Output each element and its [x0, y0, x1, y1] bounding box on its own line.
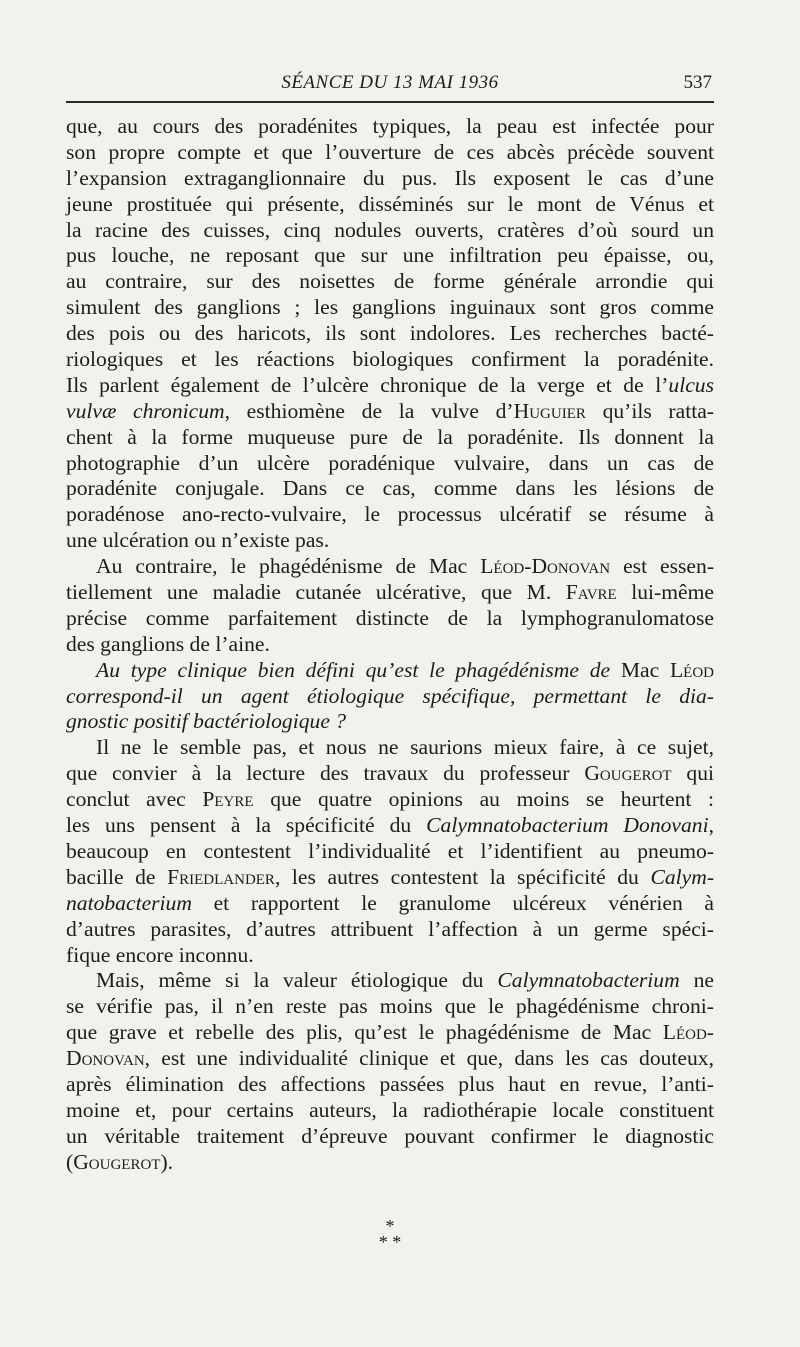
text-run: au contraire, sur des noisettes de forme générale arrondie qui [66, 269, 714, 294]
page-number: 537 [683, 72, 712, 93]
text-run: des ganglions de l’aine. [66, 631, 270, 656]
name-smallcaps: Léod [669, 657, 715, 682]
text-run: la racine des cuisses, cinq nodules ouverts, cratères d’où sourd un [66, 217, 714, 242]
text-run: ). [160, 1149, 174, 1174]
text-run: qu’ils ratta- [585, 398, 714, 423]
paragraph-p4 [66, 735, 714, 968]
text-line [66, 580, 714, 606]
ornament-star-top: * [385, 1216, 395, 1236]
text-run: , les autres contestent la spécificité du [274, 864, 651, 889]
text-line [66, 865, 714, 891]
text-run: simulent des ganglions ; les ganglions inguinaux sont gros comme [66, 295, 714, 320]
text-line [66, 1020, 714, 1046]
text-run: fique encore inconnu. [66, 942, 254, 967]
text-line [66, 994, 714, 1020]
text-run: chent à la forme muqueuse pure de la poradénite. Ils donnent la [66, 424, 714, 449]
text-line [66, 114, 714, 140]
name-smallcaps: Gougerot [73, 1149, 161, 1174]
paragraph-p1 [66, 114, 714, 554]
text-run: après élimination des affections passées plus haut en revue, l’anti- [66, 1071, 714, 1096]
text-run: que grave et rebelle des plis, qu’est le phagédénisme de Mac [66, 1020, 663, 1045]
text-line [66, 709, 714, 735]
text-run: ( [66, 1149, 74, 1174]
text-run: un véritable traitement d’épreuve pouvant confirmer le diagnostic [66, 1123, 714, 1148]
text-italic: correspond-il un agent étiologique spécifique, permettant le dia- [66, 683, 714, 708]
text-line [66, 1150, 714, 1176]
text-line [66, 425, 714, 451]
text-run: Mais, même si la valeur étiologique du [96, 968, 498, 993]
text-run: se vérifie pas, il n’en reste pas moins que le phagédénisme chroni- [66, 994, 714, 1019]
name-smallcaps: Peyre [202, 787, 254, 812]
text-run: pus louche, ne reposant que sur une infiltration peu épaisse, ou, [66, 243, 714, 268]
text-italic: vulvæ chronicum [66, 398, 225, 423]
text-line [66, 813, 714, 839]
text-run: des pois ou des haricots, ils sont indolores. Les recherches bacté- [66, 321, 714, 346]
text-line [66, 554, 714, 580]
text-line [66, 295, 714, 321]
text-run: Ils parlent également de l’ulcère chronique de la verge et de l’ [66, 372, 669, 397]
text-run: jeune prostituée qui présente, disséminés sur le mont de Vénus et [66, 191, 714, 216]
text-line [66, 218, 714, 244]
text-italic: gnostic positif bactériologique ? [66, 709, 347, 734]
text-run: , est une individualité clinique et que, dans les cas douteux, [144, 1046, 714, 1071]
name-smallcaps: Gougerot [584, 761, 672, 786]
text-run: que quatre opinions au moins se heurtent : [253, 787, 715, 812]
text-run: poradénose ano-recto-vulvaire, le processus ulcératif se résume à [66, 502, 714, 527]
name-smallcaps: Huguier [513, 398, 586, 423]
text-run: , [708, 813, 714, 838]
header-title: SÉANCE DU 13 MAI 1936 [281, 72, 499, 93]
text-run: Au contraire, le phagédénisme de Mac [96, 554, 481, 579]
body-text [66, 114, 714, 1176]
name-smallcaps: Léod-Donovan [480, 554, 611, 579]
text-line [66, 1072, 714, 1098]
text-run: et rapportent le granulome ulcéreux vénérien à [191, 890, 714, 915]
text-run: photographie d’un ulcère poradénique vulvaire, dans un cas de [66, 450, 714, 475]
text-run: ne [679, 968, 714, 993]
text-italic: Calym- [650, 864, 715, 889]
text-line [66, 321, 714, 347]
text-run: qui [671, 761, 714, 786]
text-line [66, 1098, 714, 1124]
paragraph-p2 [66, 554, 714, 658]
text-line [66, 632, 714, 658]
text-run: Mac [610, 657, 670, 682]
text-line [66, 192, 714, 218]
text-line [66, 502, 714, 528]
text-line [66, 243, 714, 269]
text-line [66, 658, 714, 684]
text-italic: ulcus [668, 372, 714, 397]
text-run: bacille de [66, 864, 168, 889]
text-run: l’expansion extraganglionnaire du pus. Ils exposent le cas d’une [66, 165, 714, 190]
text-run: que, au cours des poradénites typiques, la peau est infectée pour [66, 114, 714, 138]
text-line [66, 476, 714, 502]
text-line [66, 528, 714, 554]
text-line [66, 606, 714, 632]
text-run: moine et, pour certains auteurs, la radiothérapie locale constituent [66, 1097, 714, 1122]
name-smallcaps: Donovan [66, 1046, 145, 1071]
text-line [66, 347, 714, 373]
text-run: beaucoup en contestent l’individualité et l’identifient au pneumo- [66, 838, 714, 863]
text-line [66, 943, 714, 969]
text-italic: natobacterium [66, 890, 192, 915]
name-smallcaps: Léod- [662, 1020, 714, 1045]
paragraph-p5 [66, 968, 714, 1175]
text-run: , esthiomène de la vulve d’ [224, 398, 514, 423]
text-run: poradénite conjugale. Dans ce cas, comme dans les lésions de [66, 476, 714, 501]
text-line [66, 269, 714, 295]
ornament-stars-bottom: * * [378, 1232, 402, 1252]
text-line [66, 1124, 714, 1150]
section-ornament [66, 1218, 714, 1250]
text-run: une ulcération ou n’existe pas. [66, 528, 330, 553]
text-run: tiellement une maladie cutanée ulcérative, que M. [66, 580, 566, 605]
text-run: précise comme parfaitement distincte de la lymphogranulomatose [66, 605, 714, 630]
header-rule [66, 101, 714, 103]
text-line [66, 451, 714, 477]
text-line [66, 891, 714, 917]
running-header [66, 72, 714, 102]
text-line [66, 373, 714, 399]
text-run: Il ne le semble pas, et nous ne saurions mieux faire, à ce sujet, [96, 735, 714, 760]
text-line [66, 761, 714, 787]
text-line [66, 839, 714, 865]
text-line [66, 735, 714, 761]
text-line [66, 968, 714, 994]
text-line [66, 399, 714, 425]
name-smallcaps: Favre [565, 580, 617, 605]
text-run: est essen- [610, 554, 715, 579]
name-smallcaps: Friedlander [167, 864, 275, 889]
text-line [66, 140, 714, 166]
paragraph-p3 [66, 658, 714, 736]
text-run: que convier à la lecture des travaux du professeur [66, 761, 585, 786]
text-run: d’autres parasites, d’autres attribuent l’affection à un germe spéci- [66, 916, 714, 941]
text-italic: Calymnatobacterium Donovani [426, 813, 709, 838]
text-run: lui-même [616, 580, 714, 605]
text-run: conclut avec [66, 787, 203, 812]
text-italic: Calymnatobacterium [497, 968, 680, 993]
text-line [66, 684, 714, 710]
text-run: riologiques et les réactions biologiques confirment la poradénite. [66, 347, 714, 372]
text-line [66, 166, 714, 192]
text-italic: Au type clinique bien défini qu’est le phagédénisme de [96, 657, 611, 682]
text-line [66, 787, 714, 813]
text-line [66, 1046, 714, 1072]
text-run: les uns pensent à la spécificité du [66, 813, 427, 838]
text-run: son propre compte et que l’ouverture de ces abcès précède souvent [66, 139, 714, 164]
text-line [66, 917, 714, 943]
